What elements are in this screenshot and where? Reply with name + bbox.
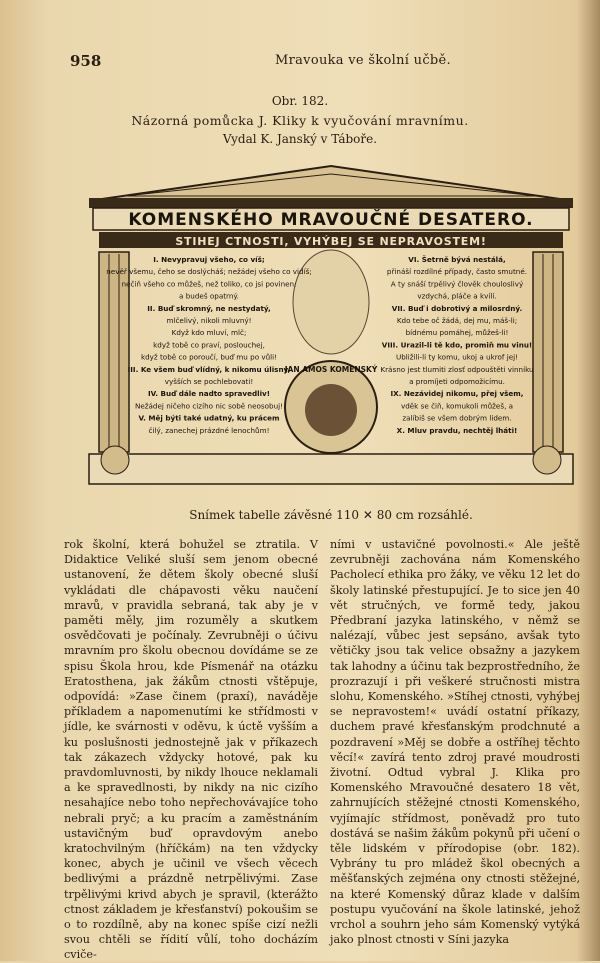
- figure-credit: Vydal K. Janský v Táboře.: [222, 132, 378, 146]
- right-column: [330, 537, 580, 947]
- right-command-line: VI. Šetrně bývá nestálá,: [408, 255, 506, 264]
- decalogue-plate: [85, 162, 577, 492]
- running-header: [70, 52, 560, 72]
- figure-caption: Názorná pomůcka J. Kliky k vyučování mravnímu.: [131, 113, 469, 128]
- plate-dimensions-caption: Snímek tabelle závěsné 110 ✕ 80 cm rozsáhlé.: [189, 508, 473, 522]
- left-column: [64, 537, 318, 963]
- right-command-line: přináší rozdílné případy, často smutné.: [386, 267, 528, 277]
- medallion-inscription: JAN AMOS KOMENSKÝ: [284, 365, 378, 374]
- left-command-line: mlčelivý, nikoli mluvný!: [166, 316, 252, 325]
- figure-label: Obr. 182.: [271, 94, 329, 108]
- right-command-line: IX. Nezávidej nikomu, přej všem,: [390, 389, 524, 399]
- running-title: Mravouka ve školní učbě.: [275, 53, 451, 68]
- right-command-line: Krásno jest tlumiti zlosť odpouštěti vinníku: [380, 364, 534, 374]
- left-command-line: II. Buď skromný, ne nestydatý,: [147, 303, 271, 313]
- right-command-line: Ubližili-li ty komu, ukoj a ukrof jej!: [395, 352, 519, 362]
- left-command-line: nečiň všeho co můžeš, než toliko, co jsi povinen:: [121, 279, 297, 289]
- right-command-line: vděk se čiň, komukoli můžeš, a: [400, 401, 514, 411]
- left-command-line: vyšších se pochlebovati!: [164, 377, 254, 386]
- right-command-line: zalíbiš se všem dobrým lidem.: [402, 413, 512, 423]
- right-command-line: vzdychá, pláče a kvílí.: [417, 291, 497, 301]
- left-command-line: Nežádej ničeho cizího nic sobě neosobuj!: [134, 401, 284, 411]
- right-command-line: X. Mluv pravdu, nechtěj lháti!: [396, 425, 518, 435]
- right-command-line: VII. Buď i dobrotivý a milosrdný.: [391, 303, 523, 313]
- right-command-line: VIII. Urazil-li tě kdo, promiň mu vinu!: [381, 340, 533, 350]
- left-command-line: V. Měj býti také udatný, ku prácem: [138, 413, 280, 423]
- left-command-line: III. Ke všem buď vlídný, k nikomu úlisný,: [127, 364, 291, 374]
- left-command-line: čilý, zanechej prázdné lenochům!: [148, 425, 270, 435]
- left-command-line: IV. Buď dále nadto spravedliv!: [147, 389, 271, 399]
- left-command-line: když tobě co poroučí, buď mu po vůli!: [140, 352, 278, 362]
- plate-title: KOMENSKÉHO MRAVOUČNÉ DESATERO.: [128, 210, 534, 230]
- right-command-line: a promíjeti odpomožicímu.: [409, 377, 505, 386]
- left-command-line: když tobě co praví, poslouchej,: [153, 340, 265, 350]
- left-paragraph: rok školní, která bohužel se ztratila. V Didaktice Veliké sluší sem jenom obecné ustanovení, že dětem školy obecné sluší vykládati dle chápavosti věku naučení mravů, v pravidla sebraná, tak aby je v paměti měly, jim rozuměly a skutkem osvědčovati je počínaly. Zevrubněji o účivu mravním pro školu obecnou dovídáme se ze spisu Škola hrou, kde Písmenář na otázku Eratosthena, jak žákům ctnosti vštěpuje, odpovídá: »Zase činem (praxí), naváděje příkladem a napomenutími ke střídmosti v jídle, ke svárnosti v oděvu, k úctě vyšším a ku poslušnosti jednostejně jak v příkazech tak zákazech vždycky hotové, pak ku pravdomluvnosti, by nikdy lhouce neklamali a ke spravedlnosti, by nikdy na nic cizího nesahajíce nebo toho nepřechovávajíce toho nebrali pryč; a ku pracím a zaměstnáním ustavičným buď opravdovým anebo kratochvilným (hříčkám) na ten vždycky konec, abych je učinil ve všech věcech bedlivými a prázdně netrpělivými. Zase trpělivými krivd abych je spravil, (kterážto ctnost základem je křesťanství) pokoušim se o to rozdílně, aby na konec spíše cizí nežli svou chtěli se řídití vůlí, toho docházím cviče-: [64, 538, 318, 962]
- left-command-line: a budeš opatrný.: [179, 291, 239, 301]
- page-number: 958: [70, 52, 102, 70]
- plate-subtitle: STIHEJ CTNOSTI, VYHÝBEJ SE NEPRAVOSTEM!: [175, 235, 487, 248]
- right-command-line: bídnému pomáhej, můžeš-li!: [405, 328, 509, 338]
- right-paragraph: ními v ustavičné povolnosti.« Ale ještě zevrubněji zachována nám Komenského Pacholecí ethika pro žáky, ve věku 12 let do školy latinské přestupující. Je to sice jen 40 vět stručných, ve formě tedy, jakou Předbraní jazyka latinského, v němž se nalézají, vůbec jest sepsáno, avšak tyto větičky jsou tak velice obsažny a jazykem tak lahodny a účinu tak bezprostředního, že prozrazují i při veškeré stručnosti mistra slohu, Komenského. »Stíhej ctnosti, vyhýbej se nepravostem!« uvádí ostatní příkazy, duchem pravé křesťanským prodchnuté a pozdravení »Měj se dobře a ostříhej těchto věcí!« zavírá tento zdroj pravé moudrosti životní. Odtud vybral J. Klika pro Komenského Mravoučné desatero 18 vět, zahrnujících stěžejné ctnosti Komenského, vyjímajíc střídmost, poněvadž pro tuto dostává se našim žákům pokynů při učení o těle lidském v přírodopise (obr. 182). Vybrány tu pro mládež škol obecných a měšťanských zejména ony ctnosti stěžejné, na které Komenský důraz klade v dalším postupu vyučování na škole latinské, jehož vrchol a souhrn jeho sám Komenský vytýká jako plnost ctnosti v Síni jazyka: [330, 538, 580, 947]
- right-command-line: A ty snáší trpělivý člověk chouloslivý: [390, 279, 524, 289]
- left-command-line: Když kdo mluví, mlč;: [171, 328, 247, 338]
- right-command-line: Kdo tebe oč žádá, dej mu, máš-li;: [396, 316, 518, 325]
- left-command-line: nevěř všemu, čeho se doslýcháš; nežádej všeho co vidíš;: [106, 267, 312, 277]
- left-command-line: I. Nevypravuj všeho, co víš;: [153, 255, 265, 264]
